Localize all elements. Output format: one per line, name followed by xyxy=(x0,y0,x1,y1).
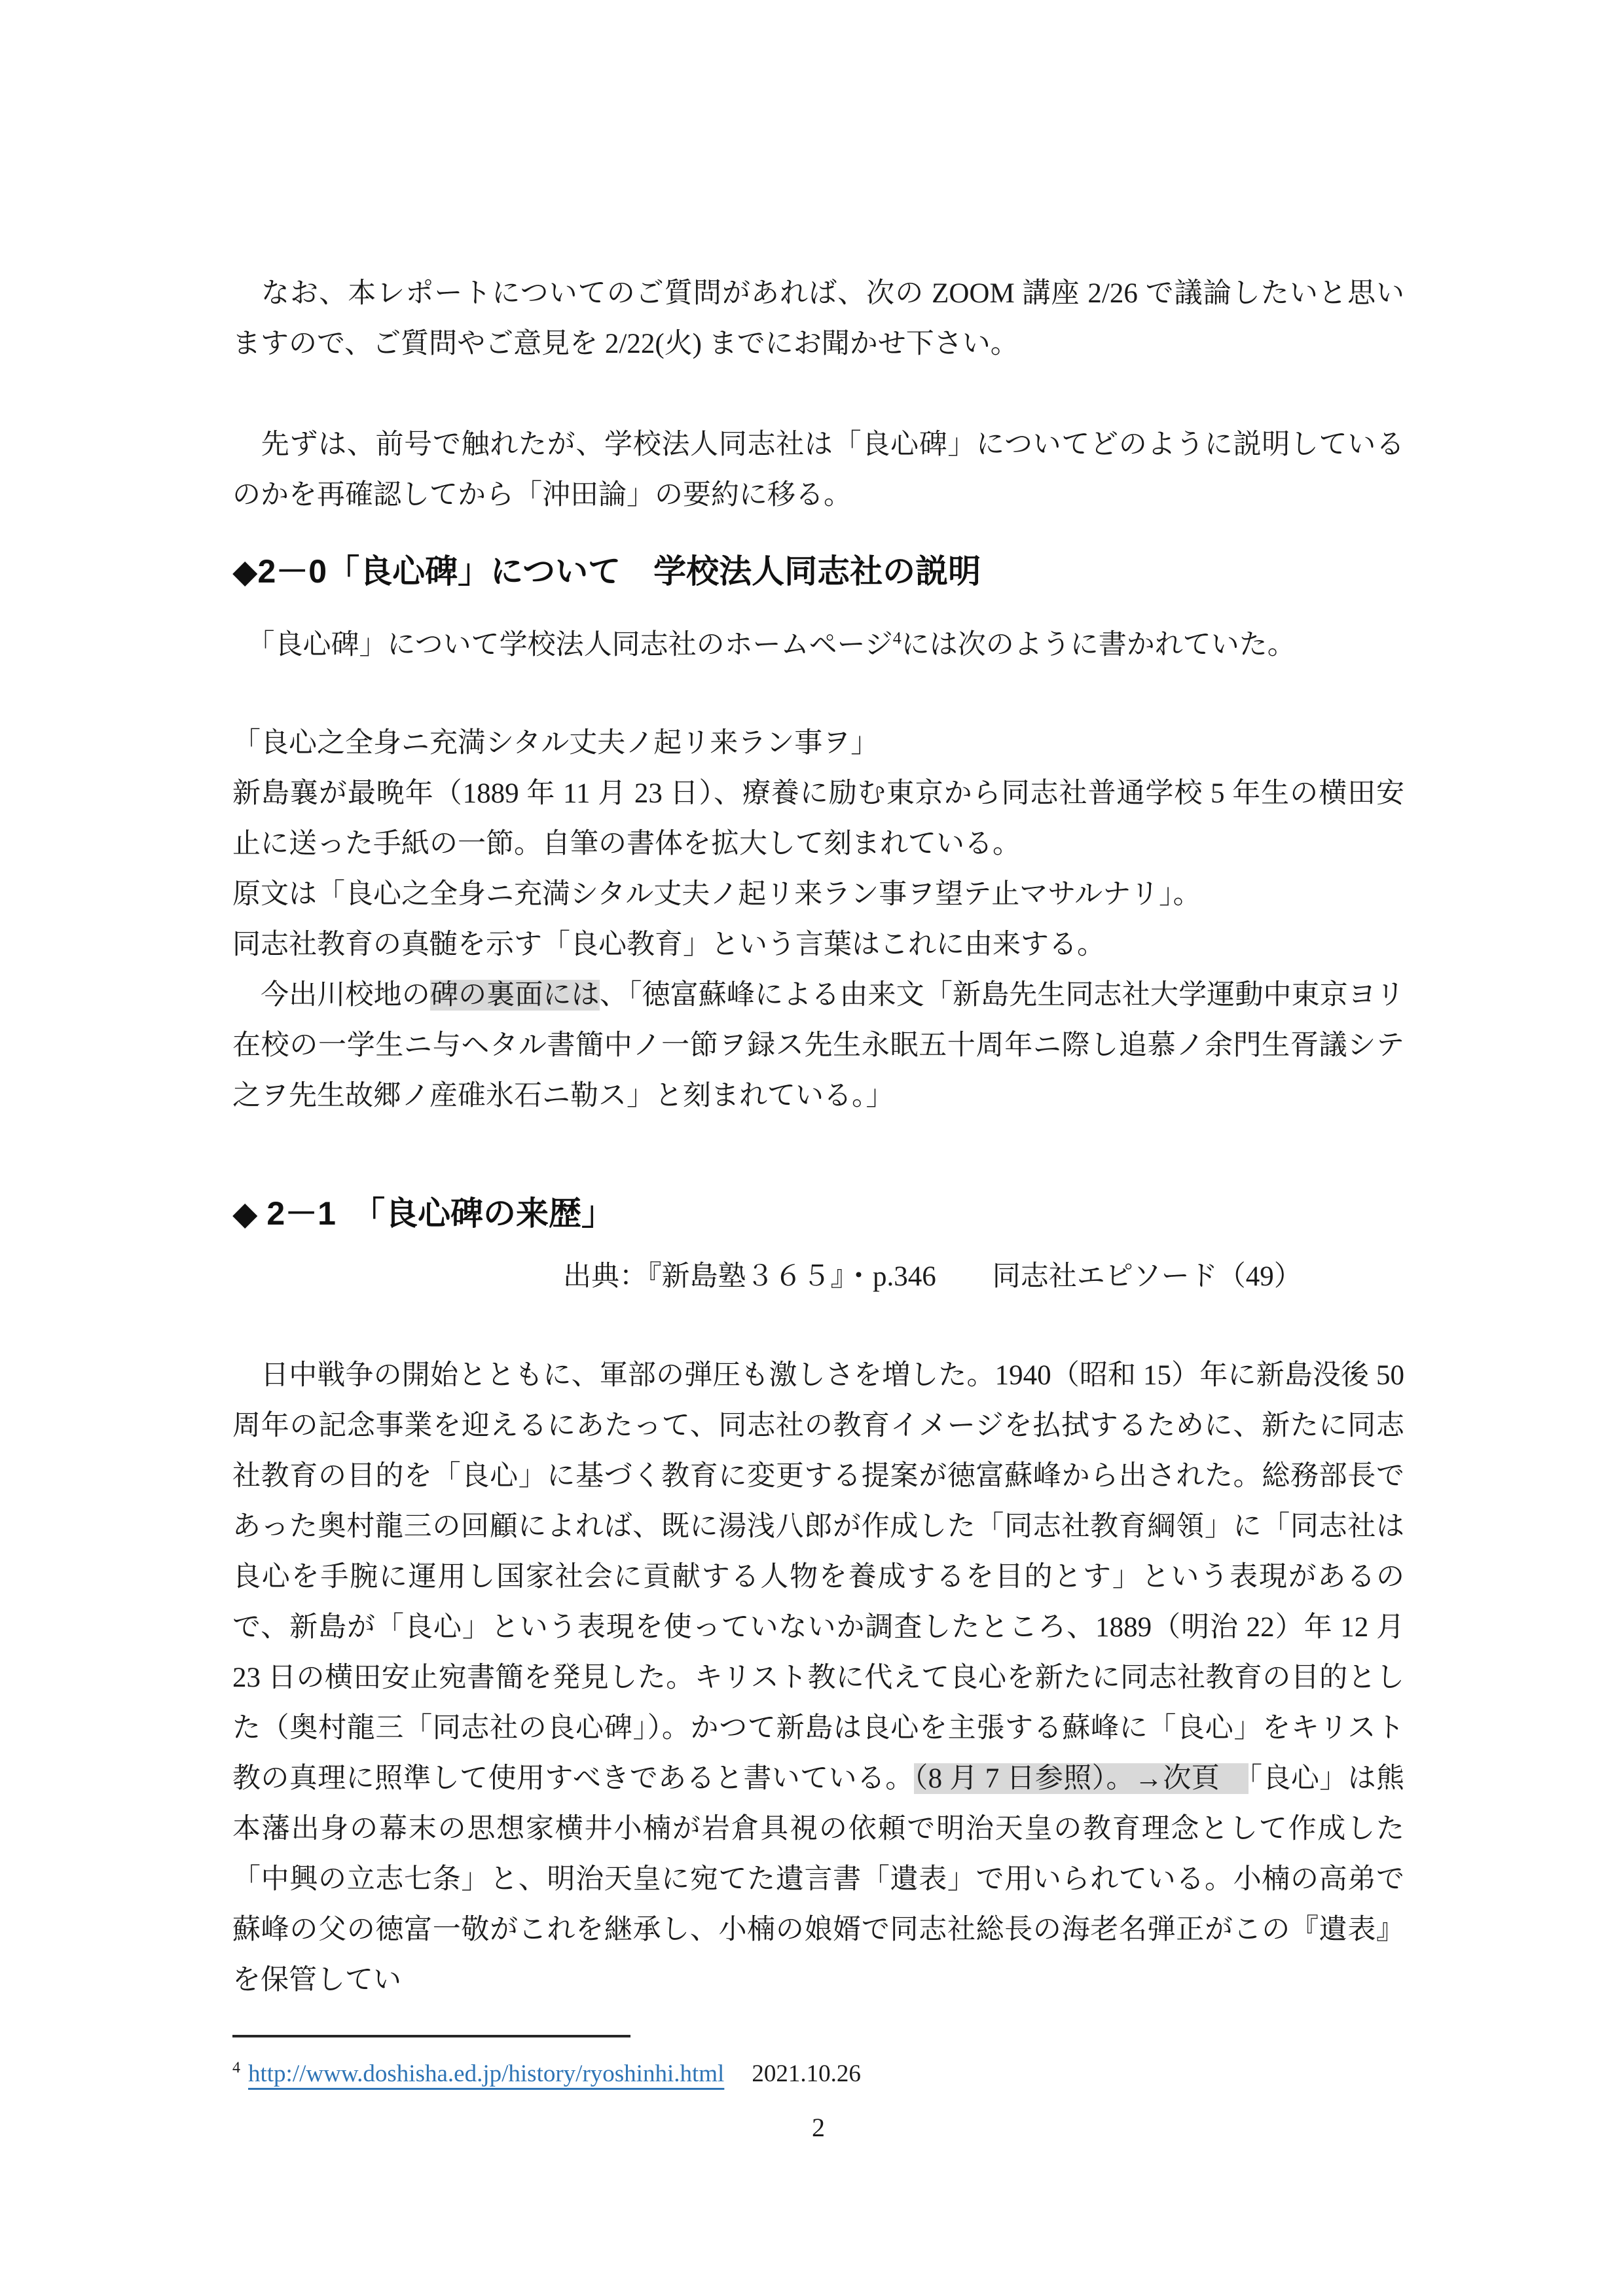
quote-paragraph-back-face xyxy=(232,970,1404,1121)
source-citation-line: 出典：『新島塾３６５』・p.346 同志社エピソード（49） xyxy=(563,1261,1302,1292)
footnote-marker: 4 xyxy=(232,2059,240,2077)
highlight-stele-back: 碑の裏面には xyxy=(429,980,600,1011)
footnote-area xyxy=(232,2035,1404,2094)
quote-paragraph-letter: 新島襄が最晩年（1889 年 11 月 23 日）、療養に励む東京から同志社普通学校 5 年生の横田安止に送った手紙の一節。自筆の書体を拡大して刻まれている。 xyxy=(232,778,1404,859)
quote-back-face-after: 、「徳富蘇峰による由来文「新島先生同志社大学運動中東京ヨリ在校の一学生ニ与ヘタル書簡中ノ一節ヲ録ス先生永眠五十周年ニ際し追慕ノ余門生胥議シテ之ヲ先生故郷ノ産碓氷石ニ勒ス」と刻まれている。」 xyxy=(232,980,1405,1111)
section-heading-2-1: ◆ 2－1 「良心碑の来歴」 xyxy=(232,1195,614,1232)
lead-text-after: には次のように書かれていた。 xyxy=(901,630,1296,660)
footnote-entry xyxy=(232,2054,1404,2094)
footnote-link[interactable]: http://www.doshisha.ed.jp/history/ryoshinhi.html xyxy=(248,2060,725,2087)
quote-paragraph-original-text: 原文は「良心之全身ニ充満シタル丈夫ノ起リ来ラン事ヲ望テ止マサルナリ」。 xyxy=(232,879,1201,910)
section-2-0-lead-paragraph xyxy=(232,620,1404,670)
intro-paragraph-1: なお、本レポートについてのご質問があれば、次の ZOOM 講座 2/26 で議論したいと思いますので、ご質問やご意見を 2/22(火) までにお聞かせ下さい。 xyxy=(232,278,1404,359)
page-number: 2 xyxy=(812,2113,825,2142)
body-text-before: 日中戦争の開始とともに、軍部の弾圧も激しさを増した。1940（昭和 15）年に新島没後 50 周年の記念事業を迎えるにあたって、同志社の教育イメージを払拭するために、新たに同志社教育の目的を「良心」に基づく教育に変更する提案が徳富蘇峰から出された。総務部長であった奥村龍三の回顧によれば、既に湯浅八郎が作成した「同志社教育綱領」に「同志社は良心を手腕に運用し国家社会に貢献する人物を養成するを目的とす」という表現があるので、新島が「良心」という表現を使っていないか調査したところ、1889（明治 22）年 12 月 23 日の横田安止宛書簡を発見した。キリスト教に代えて良心を新たに同志社教育の目的とした（奥村龍三「同志社の良心碑」）。かつて新島は良心を主張する蘇峰に「良心」をキリスト教の真理に照準して使用すべきであると書いている。 xyxy=(232,1360,1404,1794)
footnote-separator-rule xyxy=(232,2035,630,2037)
lead-text-before: 「良心碑」について学校法人同志社のホームページ xyxy=(232,630,893,660)
section-2-1-body-paragraph xyxy=(232,1350,1404,2005)
quote-line-inscription: 「良心之全身ニ充満シタル丈夫ノ起リ来ラン事ヲ」 xyxy=(232,728,879,759)
body-text-after: 「良心」は熊本藩出身の幕末の思想家横井小楠が岩倉具視の依頼で明治天皇の教育理念として作成した「中興の立志七条」と、明治天皇に宛てた遺言書「遺表」で用いられている。小楠の高弟で蘇峰の父の徳富一敬がこれを継承し、小楠の娘婿で同志社総長の海老名弾正がこの『遺表』を保管してい xyxy=(232,1763,1405,1996)
footnote-reference-4: 4 xyxy=(892,628,902,648)
quote-paragraph-origin: 同志社教育の真髄を示す「良心教育」という言葉はこれに由来する。 xyxy=(232,929,1105,960)
highlight-aug7-reference: （8 月 7 日参照）。→次頁 xyxy=(913,1763,1249,1794)
section-heading-2-0: ◆2－0「良心碑」について 学校法人同志社の説明 xyxy=(232,553,981,590)
quote-back-face-before: 今出川校地の xyxy=(232,980,430,1011)
footnote-access-date: 2021.10.26 xyxy=(752,2060,861,2087)
quote-block xyxy=(232,718,1404,1121)
intro-paragraph-2: 先ずは、前号で触れたが、学校法人同志社は「良心碑」についてどのように説明しているのかを再確認してから「沖田論」の要約に移る。 xyxy=(232,429,1404,511)
